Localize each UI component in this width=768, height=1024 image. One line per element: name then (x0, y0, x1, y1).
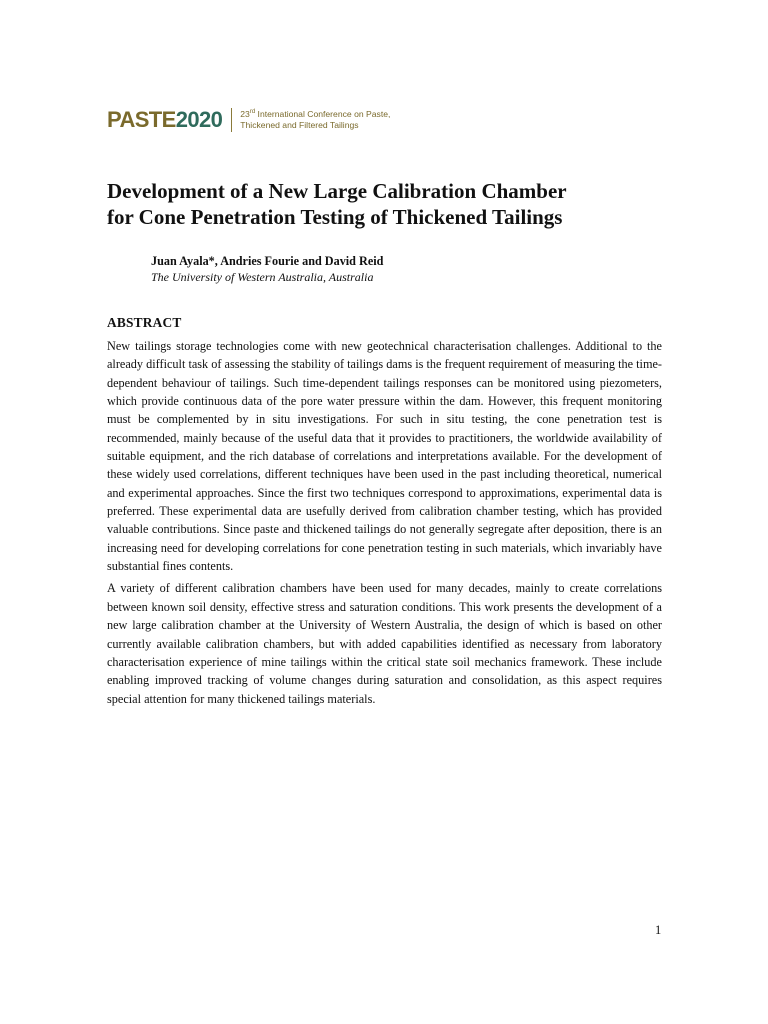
conference-name-line1 (240, 109, 390, 121)
abstract-body (107, 337, 662, 712)
paper-title-line2: for Cone Penetration Testing of Thickened Tailings (107, 205, 563, 229)
paper-title-line1: Development of a New Large Calibration Chamber (107, 179, 567, 203)
abstract-heading: ABSTRACT (107, 315, 182, 330)
conference-ordinal-suffix: rd (249, 108, 256, 115)
abstract-paragraph: A variety of different calibration chambers have been used for many decades, mainly to create correlations between known soil density, effective stress and saturation conditions. This work presents the development of a new large calibration chamber at the University of Western Australia, the design of which is based on other currently available calibration chambers, but with added capabilities identified as necessary from laboratory characterisation experience of mine tailings within the critical state soil mechanics framework. These include enabling improved tracking of volume changes during saturation and consolidation, as this aspect requires special attention for many thickened tailings materials. (107, 581, 662, 706)
conference-line1-rest: International Conference on Paste, (255, 108, 391, 119)
paper-affiliation: The University of Western Australia, Australia (151, 270, 374, 284)
paper-title (107, 178, 667, 230)
conference-logo (107, 109, 222, 131)
conference-name-line2: Thickened and Filtered Tailings (240, 120, 359, 130)
conference-header (107, 106, 390, 134)
page-number: 1 (655, 923, 662, 937)
abstract-paragraph: New tailings storage technologies come with new geotechnical characterisation challenges. Additional to the already difficult task of assessing the stability of tailings dams is the frequent requirement of measuring the time-dependent behaviour of tailings. Such time-dependent tailings responses can be monitored using piezometers, which provide continuous data of the pore water pressure within the dam. However, this frequent monitoring must be complemented by in situ investigations. For such in situ testing, the cone penetration test is recommended, mainly because of the useful data that it provides to practitioners, the worldwide availability of suitable equipment, and the rich database of correlations and interpretations available. For the development of these widely used correlations, different techniques have been used in the past including theoretical, numerical and experimental approaches. Since the first two techniques correspond to approximations, experimental data is preferred. These experimental data are usefully derived from calibration chamber testing, which has provided valuable contributions. Since paste and thickened tailings do not generally segregate after deposition, there is an increasing need for developing correlations for cone penetration testing in such materials, which invariably have substantial fines contents. (107, 339, 662, 574)
header-divider (231, 108, 232, 132)
conference-ordinal: 23 (240, 108, 250, 119)
logo-paste-text: PASTE (107, 107, 176, 132)
paper-authors: Juan Ayala*, Andries Fourie and David Reid (151, 254, 384, 268)
logo-year-text: 2020 (175, 107, 223, 132)
conference-name (240, 109, 390, 132)
